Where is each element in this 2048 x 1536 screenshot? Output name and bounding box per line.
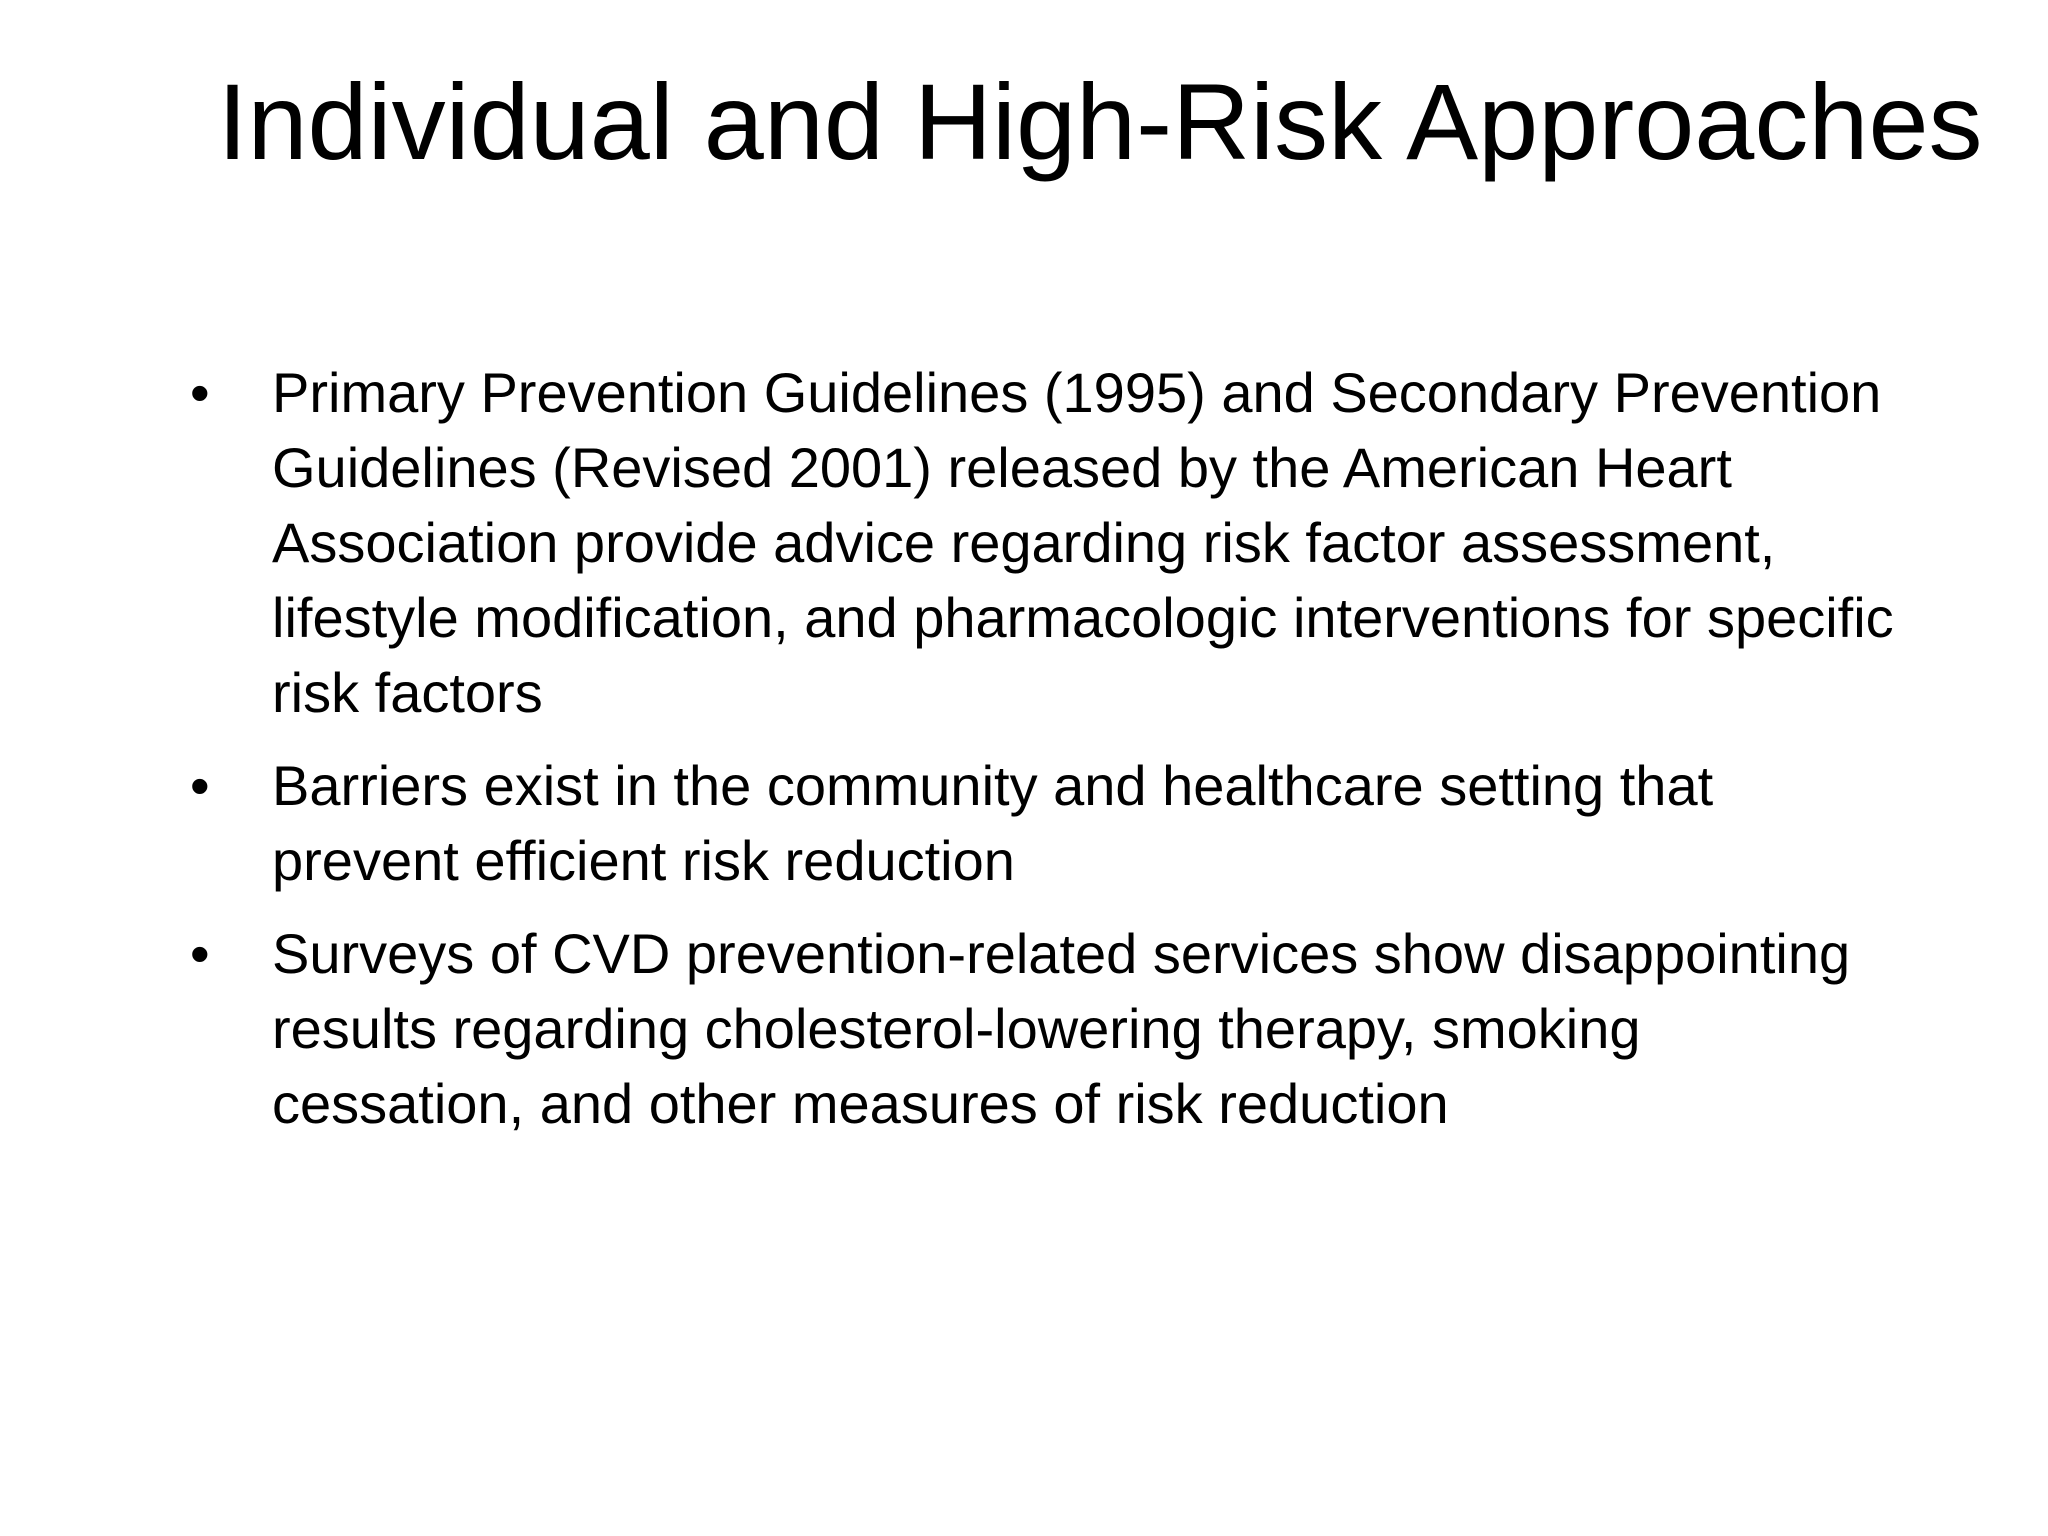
bullet-dot-icon: • <box>190 922 210 985</box>
bullet-item-1 <box>180 355 1900 730</box>
bullet-dot-icon: • <box>190 361 210 424</box>
bullet-text: Primary Prevention Guidelines (1995) and Secondary Prevention Guidelines (Revised 2001) released by the American Heart Association provide advice regarding risk factor assessment, lifestyle modification, and pharmacologic interventions for specific risk factors <box>272 361 1894 724</box>
bullet-dot-icon: • <box>190 754 210 817</box>
bullet-item-2 <box>180 748 1900 898</box>
bullet-text: Surveys of CVD prevention-related services show disappointing results regarding cholesterol-lowering therapy, smoking cessation, and other measures of risk reduction <box>272 922 1851 1135</box>
bullet-item-3 <box>180 916 1900 1141</box>
slide-title: Individual and High-Risk Approaches <box>217 61 1983 182</box>
bullet-list <box>180 355 1900 1159</box>
bullet-text: Barriers exist in the community and healthcare setting that prevent efficient risk reduction <box>272 754 1714 892</box>
